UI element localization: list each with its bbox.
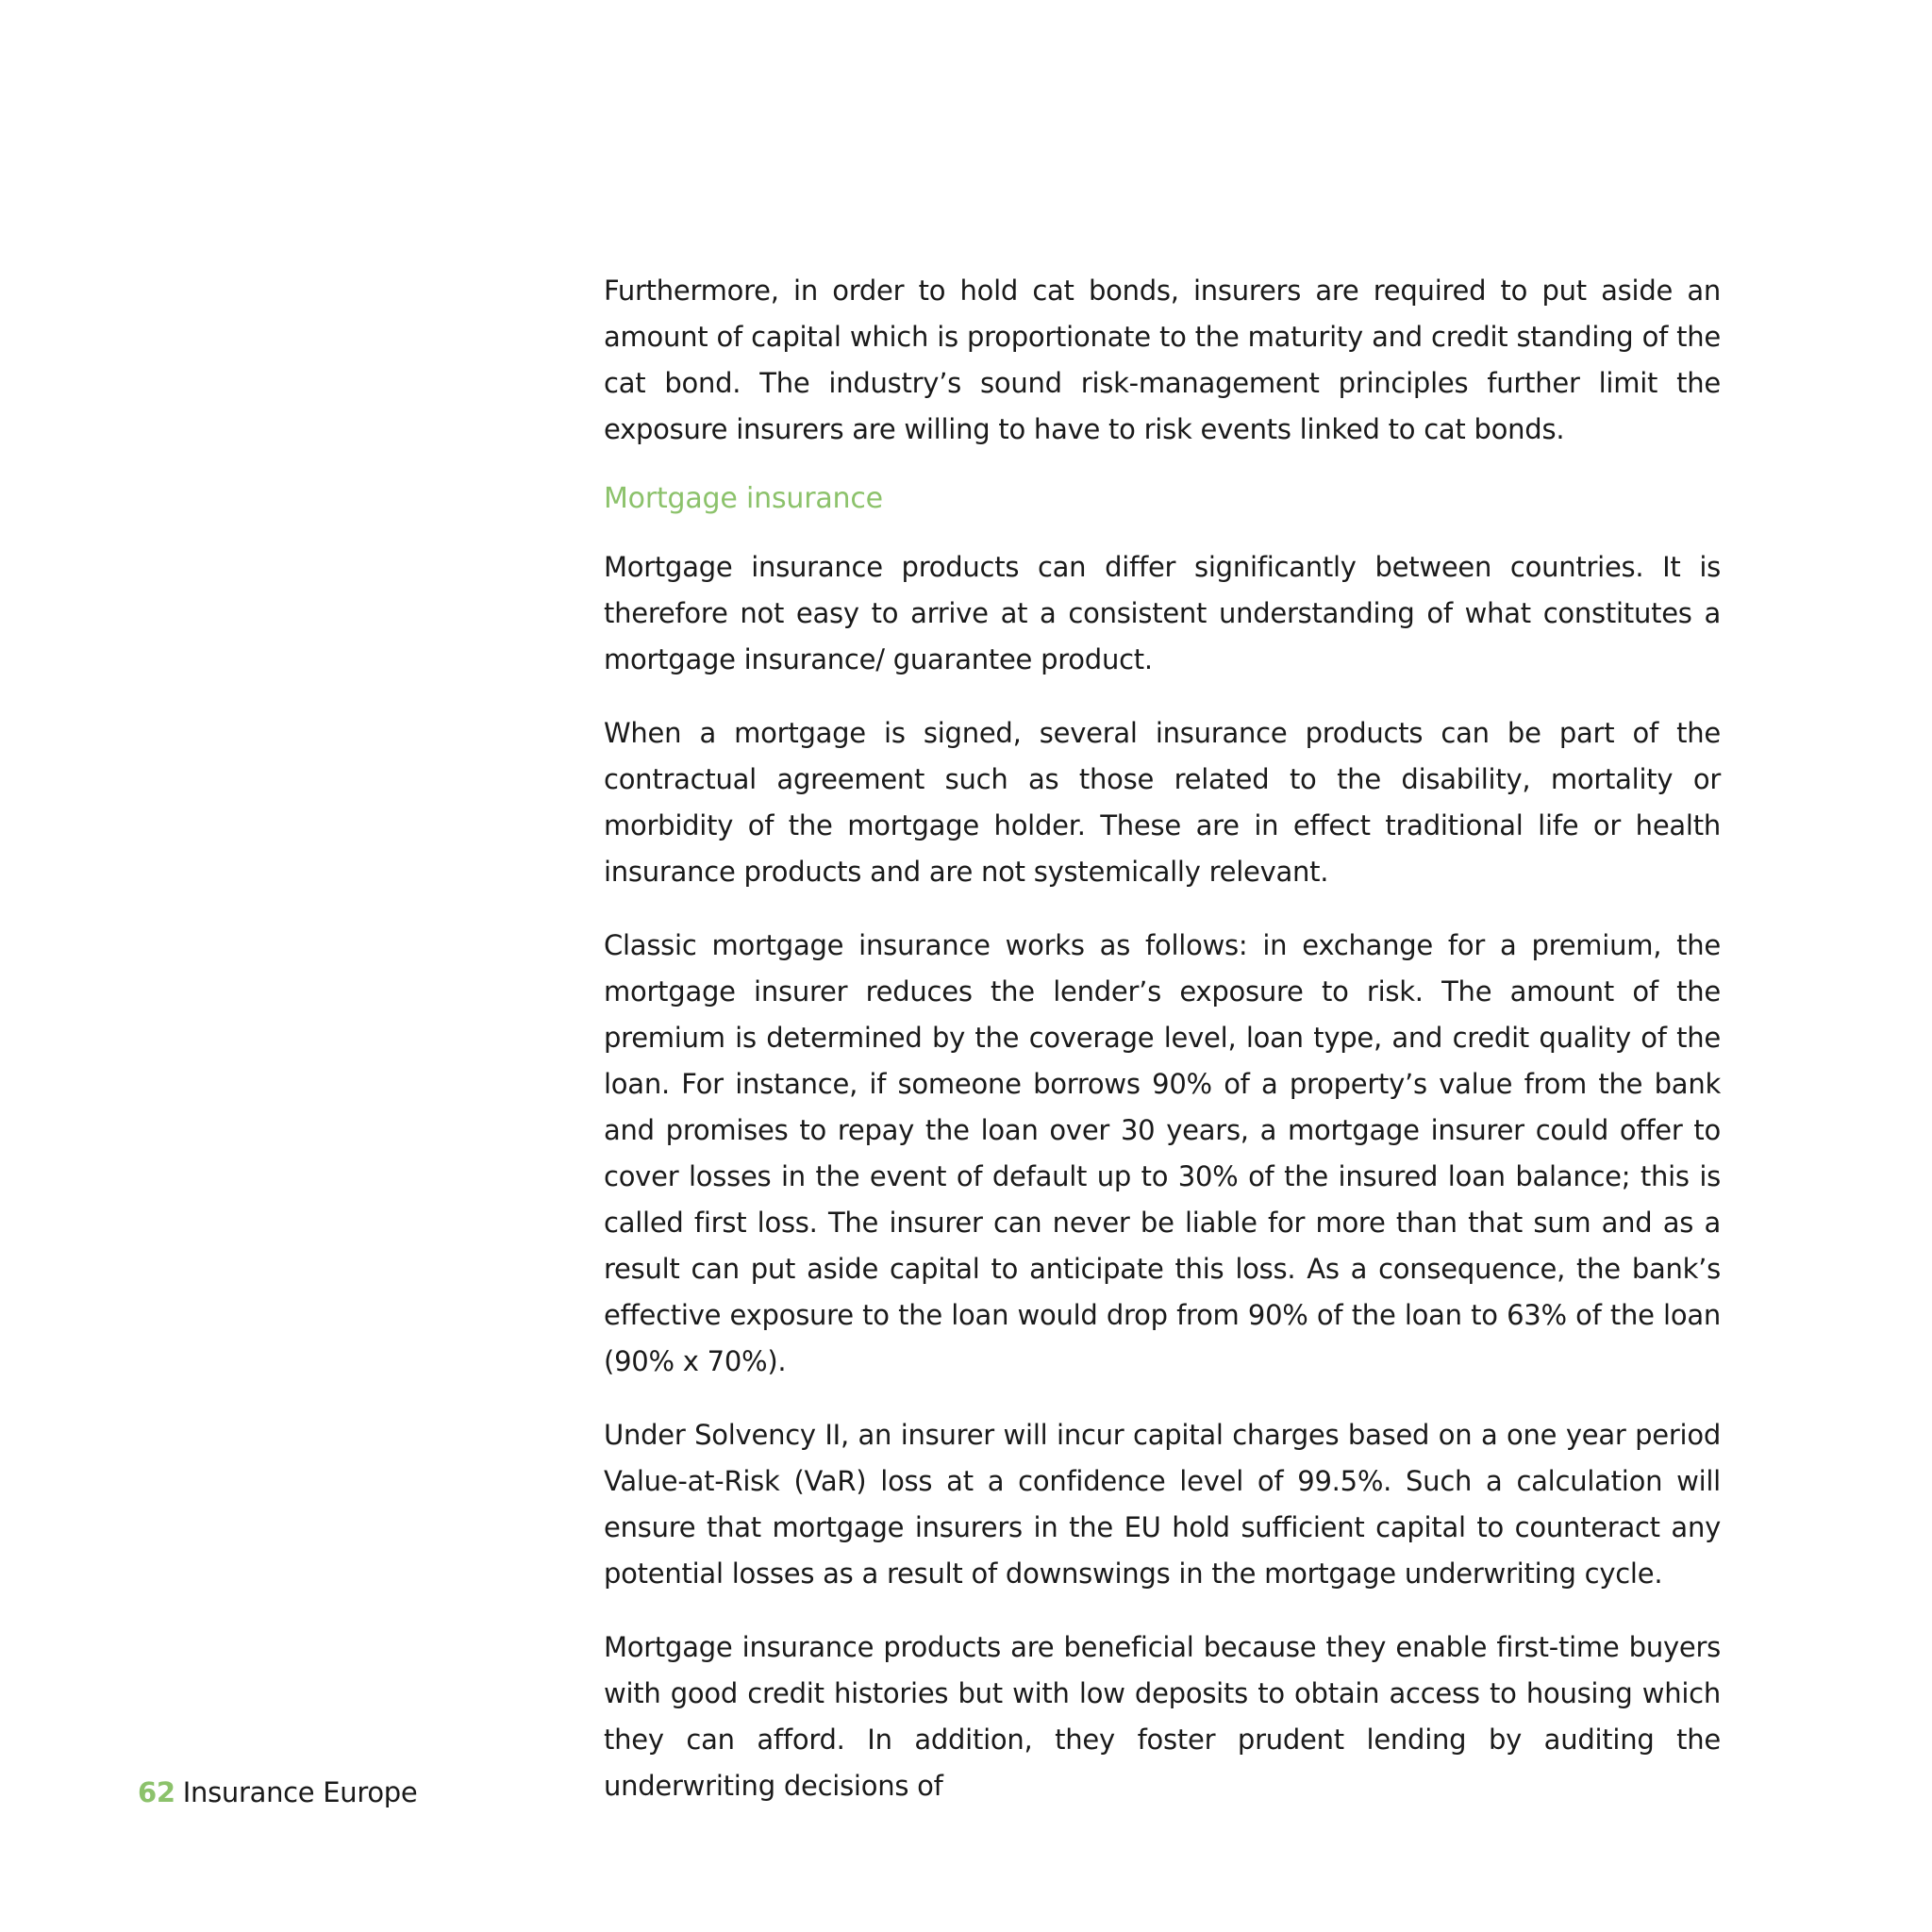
main-content xyxy=(604,268,1721,1837)
publisher-name: Insurance Europe xyxy=(182,1776,418,1808)
body-paragraph: Mortgage insurance products are beneficial because they enable first-time buyers with good credit histories but with low deposits to obtain access to housing which they can afford. In addition, they foster prudent lending by auditing the underwriting decisions of xyxy=(604,1631,1721,1802)
body-paragraph: Under Solvency II, an insurer will incur capital charges based on a one year period Value-at-Risk (VaR) loss at a confidence level of 99.5%. Such a calculation will ensure that mortgage insurers in the EU hold sufficient capital to counteract any potential losses as a result of downswings in the mortgage underwriting cycle. xyxy=(604,1419,1721,1590)
page-number: 62 xyxy=(138,1776,175,1808)
body-paragraph: Mortgage insurance products can differ significantly between countries. It is therefore not easy to arrive at a consistent understanding of what constitutes a mortgage insurance/ guarantee product. xyxy=(604,551,1721,675)
body-paragraph: Furthermore, in order to hold cat bonds, insurers are required to put aside an amount of capital which is proportionate to the maturity and credit standing of the cat bond. The industry’s sound risk-management principles further limit the exposure insurers are willing to have to risk events linked to cat bonds. xyxy=(604,275,1721,445)
section-heading: Mortgage insurance xyxy=(604,482,883,515)
page-footer xyxy=(138,1774,417,1811)
body-paragraph: Classic mortgage insurance works as follows: in exchange for a premium, the mortgage insurer reduces the lender’s exposure to risk. The amount of the premium is determined by the coverage level, loan type, and credit quality of the loan. For instance, if someone borrows 90% of a property’s value from the bank and promises to repay the loan over 30 years, a mortgage insurer could offer to cover losses in the event of default up to 30% of the insured loan balance; this is called first loss. The insurer can never be liable for more than that sum and as a result can put aside capital to anticipate this loss. As a consequence, the bank’s effective exposure to the loan would drop from 90% of the loan to 63% of the loan (90% x 70%). xyxy=(604,929,1721,1377)
body-paragraph: When a mortgage is signed, several insurance products can be part of the contractual agreement such as those related to the disability, mortality or morbidity of the mortgage holder. These are in effect traditional life or health insurance products and are not systemically relevant. xyxy=(604,717,1721,888)
